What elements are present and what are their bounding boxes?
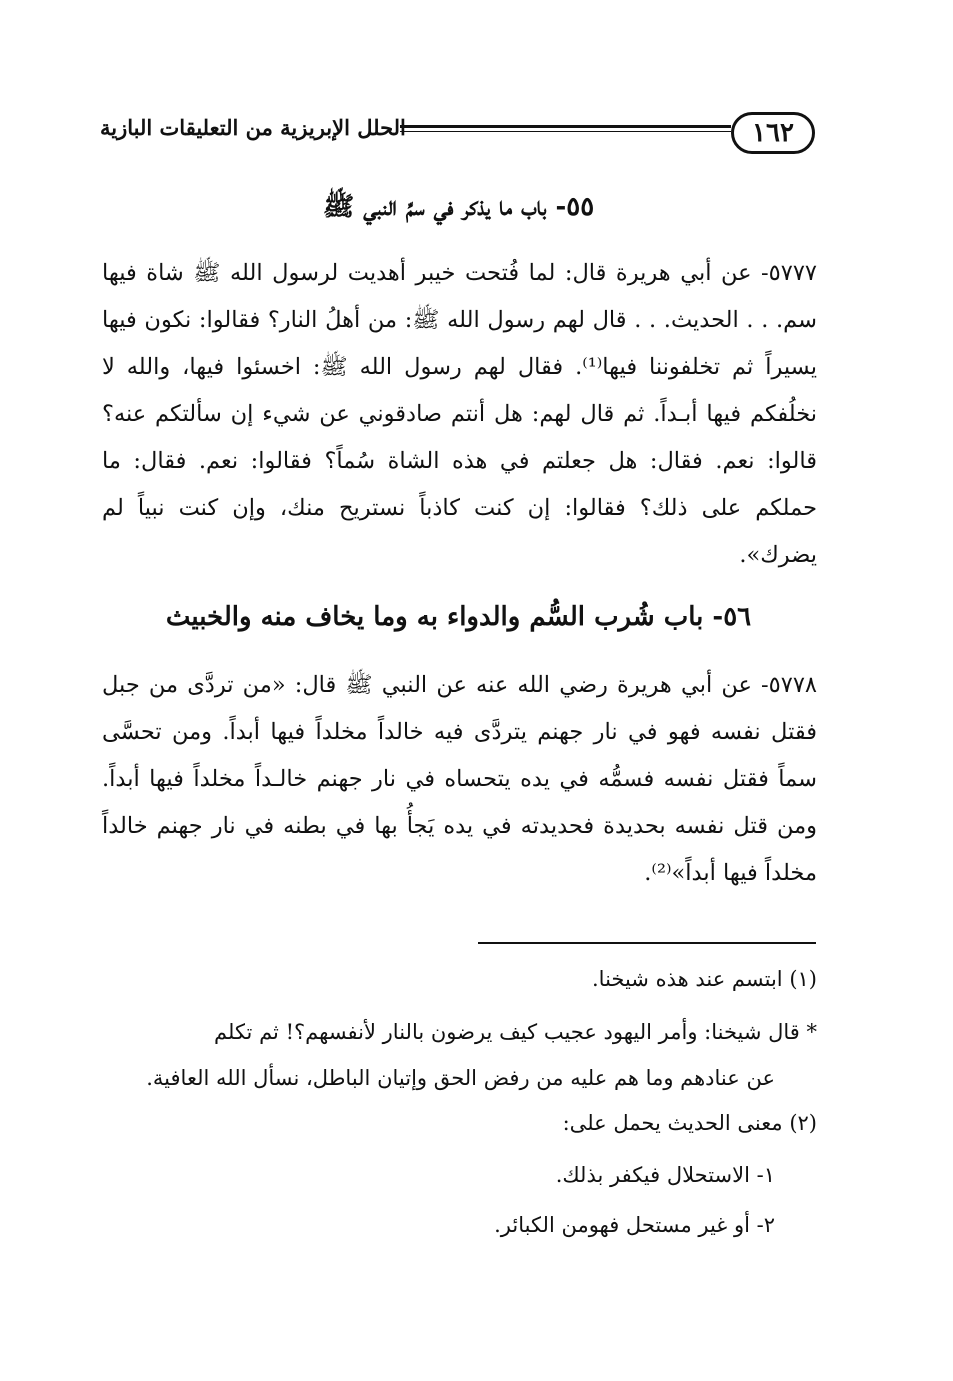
hadith-5777: ٥٧٧٧- عن أبي هريرة قال: لما فُتحت خيبر أهديت لرسول الله ﷺ شاة فيها سم. . . الحديث. . . قال لهم رسول الله ﷺ: من أهلُ النار؟ فقالوا: نكون فيها يسيراً ثم تخلفوننا فيها⁽¹⁾. فقال لهم رسول الله ﷺ: اخسئوا فيها، والله لا نخلُفكم فيها أبـداً. ثم قال لهم: هل أنتم صادقوني عن شيء إن سألتكم عنه؟ قالوا: نعم. فقال: هل جعلتم في هذه الشاة سُماً؟ فقالوا: نعم. فقال: ما حملكم على ذلك؟ فقالوا: إن كنت كاذباً نستريح منك، وإن كنت نبياً لم يضرك». (102, 260, 817, 568)
footnote-separator (478, 942, 816, 944)
footnote-2: (٢) معنى الحديث يحمل على: (562, 1111, 817, 1135)
chapter-title-56: ٥٦- باب شُرب السُّم والدواء به وما يخاف منه والخبيث (165, 602, 752, 632)
footnote-star-line-1: * قال شيخنا: وأمر اليهود عجيب كيف يرضون بالنار لأنفسهم؟! ثم تكلم (214, 1020, 817, 1044)
footnote-2-item-1: ١- الاستحلال فيكفر بذلك. (555, 1163, 775, 1187)
running-title: الحلل الإبريزية من التعليقات البازية (100, 115, 406, 140)
running-header (100, 108, 817, 162)
page-number: ١٦٢ (731, 112, 815, 154)
footnote-1: (١) ابتسم عند هذه شيخنا. (592, 967, 817, 991)
chapter-title-55: ٥٥- باب ما يذكر في سمِّ النبي ﷺ (322, 192, 595, 222)
header-rule (400, 125, 731, 132)
hadith-5778: ٥٧٧٨- عن أبي هريرة رضي الله عنه عن النبي ﷺ قال: «من تردَّى من جبل فقتل نفسه فهو في نار جهنم يتردَّى فيه خالداً مخلداً فيها أبداً. ومن تحسَّى سماً فقتل نفسه فسمُّه في يده يتحساه في نار جهنم خالـداً مخلداً فيها أبداً. ومن قتل نفسه بحديدة فحديدته في يده يَجأُ بها في بطنه في نار جهنم خالداً مخلداً فيها أبداً»⁽²⁾. (102, 672, 817, 886)
footnote-star-line-2: عن عنادهم وما هم عليه من رفض الحق وإتيان الباطل، نسأل الله العافية. (146, 1066, 775, 1090)
footnote-2-item-2: ٢- أو غير مستحل فهومن الكبائر. (494, 1213, 775, 1237)
